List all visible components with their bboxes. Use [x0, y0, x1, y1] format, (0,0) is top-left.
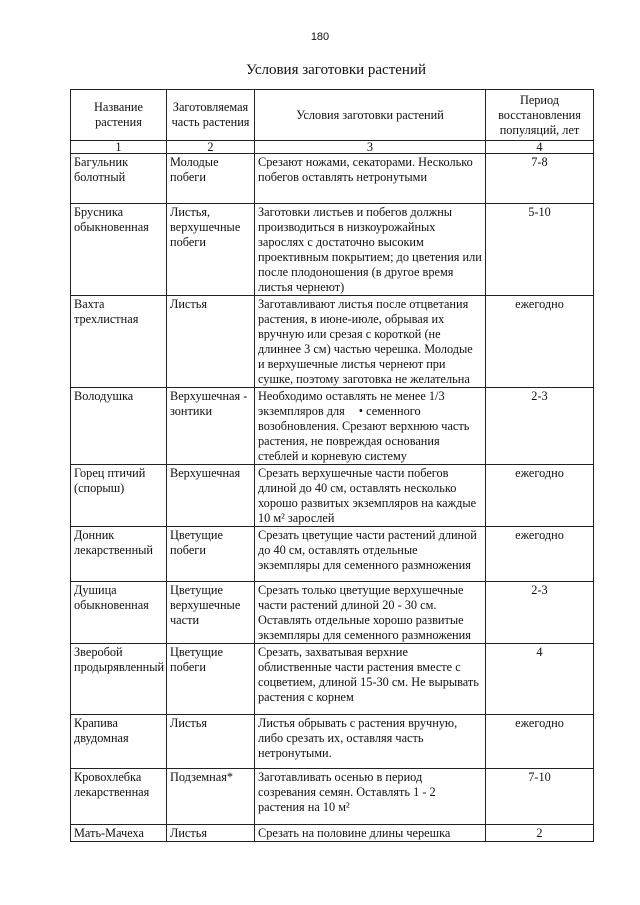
plant-name: Мать-Мачеха: [71, 825, 167, 842]
plant-part: Цветущие побеги: [167, 527, 255, 582]
table-row: [71, 644, 594, 715]
recovery-period: 7-10: [486, 769, 594, 825]
harvest-conditions: Срезать на половине длины черешка: [255, 825, 486, 842]
recovery-period: 2: [486, 825, 594, 842]
table-row: [71, 388, 594, 465]
recovery-period: 5-10: [486, 204, 594, 296]
header-period: Период восстановления популяций, лет: [486, 90, 594, 141]
plant-name: Брусника обыкновенная: [71, 204, 167, 296]
plant-part: Цветущие верхушечные части: [167, 582, 255, 644]
header-name: Название растения: [71, 90, 167, 141]
plant-name: Душица обыкновенная: [71, 582, 167, 644]
plant-part: Верхушечная: [167, 465, 255, 527]
plant-part: Верхушечная - зонтики: [167, 388, 255, 465]
table-row: [71, 715, 594, 769]
table-row: [71, 825, 594, 842]
harvest-conditions: Листья обрывать с растения вручную, либо срезать их, оставляя часть нетронутыми.: [255, 715, 486, 769]
plants-table: [70, 89, 594, 842]
header-conditions: Условия заготовки растений: [255, 90, 486, 141]
plant-part: Листья: [167, 825, 255, 842]
column-numbers-row: [71, 141, 594, 154]
page-number: 180: [310, 31, 330, 43]
plant-part: Листья, верхушечные побеги: [167, 204, 255, 296]
harvest-conditions: Заготавливать осенью в период созревания семян. Оставлять 1 - 2 растения на 10 м²: [255, 769, 486, 825]
plant-name: Крапива двудомная: [71, 715, 167, 769]
recovery-period: ежегодно: [486, 465, 594, 527]
recovery-period: 2-3: [486, 582, 594, 644]
page-title: Условия заготовки растений: [246, 62, 426, 78]
plant-name: Кровохлебка лекарственная: [71, 769, 167, 825]
table-row: [71, 769, 594, 825]
plant-part: Листья: [167, 296, 255, 388]
plant-name: Володушка: [71, 388, 167, 465]
column-number: 3: [255, 141, 486, 154]
column-number: 2: [167, 141, 255, 154]
plant-part: Подземная*: [167, 769, 255, 825]
recovery-period: 2-3: [486, 388, 594, 465]
plant-name: Вахта трехлистная: [71, 296, 167, 388]
recovery-period: ежегодно: [486, 715, 594, 769]
plant-part: Листья: [167, 715, 255, 769]
plant-name: Багульник болотный: [71, 154, 167, 204]
harvest-conditions: Заготовки листьев и побегов должны производиться в низкоурожайных зарослях с достаточно высоким проективным покрытием; до цветения или после плодоношения (в другое время листья чернеют): [255, 204, 486, 296]
plant-part: Молодые побеги: [167, 154, 255, 204]
recovery-period: 7-8: [486, 154, 594, 204]
harvest-conditions: [255, 388, 486, 465]
table-row: [71, 204, 594, 296]
table-row: [71, 154, 594, 204]
table-row: [71, 582, 594, 644]
recovery-period: 4: [486, 644, 594, 715]
conditions-text: Необходимо оставлять не менее 1/3 экземпляров для: [258, 389, 445, 418]
harvest-conditions: Срезают ножами, секаторами. Несколько побегов оставлять нетронутыми: [255, 154, 486, 204]
plant-name: Горец птичий (спорыш): [71, 465, 167, 527]
table-row: [71, 527, 594, 582]
header-row: [71, 90, 594, 141]
harvest-conditions: Заготавливают листья после отцветания растения, в июне-июле, обрывая их вручную или срезая с короткой (не длиннее 3 см) частью черешка. Молодые и верхушечные листья чернеют при сушке, поэтому заготовка не желательна: [255, 296, 486, 388]
plant-name: Донник лекарственный: [71, 527, 167, 582]
harvest-conditions: Срезать цветущие части растений длиной до 40 см, оставлять отдельные экземпляры для семенного размножения: [255, 527, 486, 582]
header-part: Заготовляемая часть растения: [167, 90, 255, 141]
recovery-period: ежегодно: [486, 527, 594, 582]
conditions-text: семенного возобновления. Срезают верхнюю часть растения, не повреждая основания стеблей и корневую систему: [258, 404, 470, 463]
harvest-conditions: Срезать верхушечные части побегов длиной до 40 см, оставлять несколько хорошо развитых экземпляров на каждые 10 м² зарослей: [255, 465, 486, 527]
column-number: 4: [486, 141, 594, 154]
plant-name: Зверобой продырявленный: [71, 644, 167, 715]
harvest-conditions: Срезать только цветущие верхушечные части растений длиной 20 - 30 см. Оставлять отдельные хорошо развитые экземпляры для семенного размножения: [255, 582, 486, 644]
column-number: 1: [71, 141, 167, 154]
table-row: [71, 296, 594, 388]
harvest-conditions: Срезать, захватывая верхние облиственные части растения вместе с соцветием, длиной 15-30 см. Не вырывать растения с корнем: [255, 644, 486, 715]
recovery-period: ежегодно: [486, 296, 594, 388]
table-row: [71, 465, 594, 527]
bullet-mark: •: [358, 404, 364, 418]
plant-part: Цветущие побеги: [167, 644, 255, 715]
